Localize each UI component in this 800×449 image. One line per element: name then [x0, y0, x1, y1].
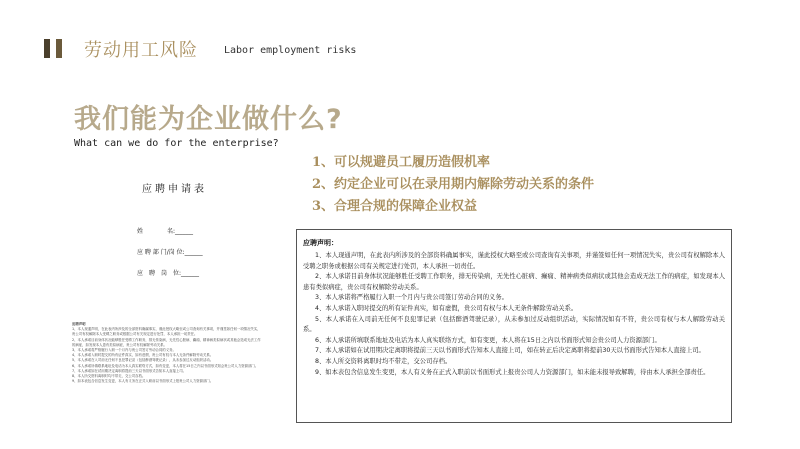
- benefit-item: 1、可以规避员工履历造假机率: [312, 155, 491, 170]
- form-small-line: 贵公司有权解除本人受聘之职务或根据公司有关规定进行处罚，本人承担一切责任。: [72, 332, 198, 337]
- header-accent-bar: [56, 39, 62, 58]
- form-title: 应聘申请表: [142, 184, 207, 195]
- form-small-line: 1、本人现通声明，在此表内所涉及的全部资料确属事实，谨此授权大略至或公司查询有关事项，并谨签如任何一项情况失实，: [72, 327, 261, 332]
- form-small-line: 应聘声明: [72, 322, 86, 326]
- declaration-paragraph: 6、本人承诺所填联系地址及电话为本人真实联络方式，如有变更，本人将在15日之内以书面形式知会贵公司人力资源部门。: [315, 336, 661, 344]
- declaration-paragraph: 8、本人所交资料离职时均不带走，交公司存档。: [315, 357, 452, 365]
- form-declaration-small: [72, 322, 270, 384]
- declaration-paragraph: 1、本人现通声明，在此表内所涉及的全部资料确属事实，谨此授权大略至或公司查询有关事项，并谨签如任何一项情况失实，贵公司有权解除本人受聘之职务或根据公司有关规定进行处罚，本人承担一切责任。: [303, 252, 725, 270]
- form-small-line: 5、本人承诺在入司前无任何不良犯罪记录（包括醉酒驾驶记录），从未参加过反动组织活动。: [72, 358, 214, 363]
- declaration-paragraph: 2、本人承诺目前身体状况能够胜任受聘工作职务，排无传染病，无先性心脏病、癫痫、精神病类似病状或其他会造成无法工作的病症，如发现本人患有类似病症，贵公司有权解除劳动关系。: [303, 273, 725, 291]
- form-field-position: 应 聘 岗 位:______: [137, 270, 200, 277]
- form-field-name: 姓 名:______: [137, 228, 194, 235]
- declaration-title: 应聘声明：: [303, 239, 338, 247]
- declaration-paragraph: 9、如本表包含信息发生变更，本人有义务在正式入职前以书面形式上报贵公司人力资源部门，如未能未报导致解聘，待由本人承担全部责任。: [315, 368, 710, 376]
- declaration-paragraph: 4、本人承诺入职时提交的所有证件真实，如有虚假，贵公司有权与本人无条件解除劳动关系。: [315, 304, 578, 312]
- form-small-line: 9、如本表包含信息发生变更，本人有义务在正式入职前以书面形式上报贵公司人力资源部门。: [72, 379, 214, 384]
- form-small-line: 7、本人承诺如在试用期决定离职将提前三天以书面形式告知本人直接上司。: [72, 368, 187, 373]
- form-small-line: 6、本人承诺所填联系地址及电话为本人真实联络方式，如有变更，本人将在15日之内以书面形式知会贵公司人力资源部门。: [72, 363, 259, 368]
- benefit-item: 2、约定企业可以在录用期内解除劳动关系的条件: [312, 177, 595, 192]
- section-heading: 我们能为企业做什么?: [74, 104, 343, 135]
- form-field-department: 应 聘 部 门/岗 位:______: [137, 249, 203, 256]
- header-accent-bar: [44, 39, 50, 58]
- page-title: 劳动用工风险: [84, 40, 198, 61]
- declaration-paragraph: 7、本人承诺如在试用期决定离职将提前三天以书面形式告知本人直接上司，如在转正后决定离职将提前30天以书面形式告知本人直接上司。: [315, 347, 705, 355]
- form-small-line: 2、本人承诺目前身体状况能够胜任受聘工作职务，排无传染病，无先性心脏病、癫痫、精神病类似病状或其他会造成无法工作: [72, 337, 261, 342]
- benefit-item: 3、合理合规的保障企业权益: [312, 199, 478, 214]
- benefit-list: [312, 152, 594, 218]
- form-small-line: 3、本人承诺将严格履行入职一个月内与贵公司签订劳动合同的义务。: [72, 348, 176, 353]
- section-heading-english: What can we do for the enterprise?: [74, 138, 279, 149]
- form-small-line: 8、本人所交资料离职时均不带走，交公司存档。: [72, 374, 146, 379]
- declaration-box: [296, 229, 732, 423]
- page-subtitle: Labor employment risks: [224, 45, 357, 56]
- form-small-line: 4、本人承诺入职时提交的所有证件真实，如有虚假，贵公司有权与本人无条件解除劳动关系。: [72, 353, 214, 358]
- form-small-line: 的病症，如发现本人患有类似病症，贵公司有权解除劳动关系。: [72, 342, 167, 347]
- declaration-paragraph: 3、本人承诺将严格履行入职一个月内与贵公司签订劳动合同的义务。: [315, 294, 508, 302]
- declaration-paragraph: 5、本人承诺在入司前无任何不良犯罪记录（包括醉酒驾驶记录），从未参加过反动组织活动，实际情况如有不符，贵公司有权与本人解除劳动关系。: [303, 315, 725, 334]
